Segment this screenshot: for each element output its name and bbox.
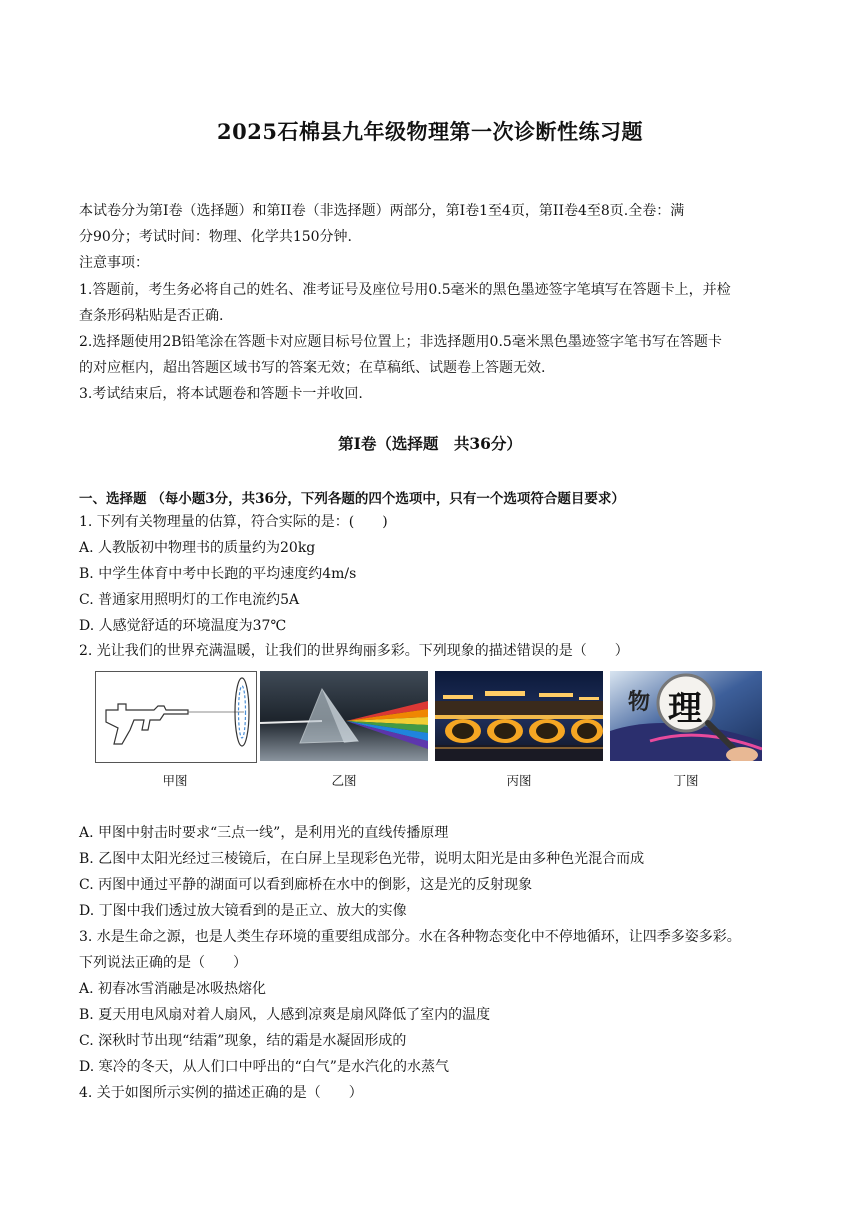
figure-bing-bridge bbox=[435, 671, 603, 761]
question-1-option-d: D. 人感觉舒适的环境温度为37℃ bbox=[79, 618, 287, 634]
question-2-option-b: B. 乙图中太阳光经过三棱镜后，在白屏上呈现彩色光带，说明太阳光是由多种色光混合而成 bbox=[79, 851, 645, 867]
note-2-line-1: 2.选择题使用2B铅笔涂在答题卡对应题目标号位置上；非选择题用0.5毫米黑色墨迹签字笔书写在答题卡 bbox=[79, 334, 722, 350]
notes-title: 注意事项： bbox=[79, 255, 149, 271]
question-3-stem-line-2: 下列说法正确的是（ ） bbox=[79, 955, 247, 971]
intro-line-2: 分90分；考试时间：物理、化学共150分钟. bbox=[79, 229, 352, 245]
question-2-option-d: D. 丁图中我们透过放大镜看到的是正立、放大的实像 bbox=[79, 903, 407, 919]
caption-yi: 乙图 bbox=[331, 773, 357, 788]
section-title: 第I卷（选择题 共36分） bbox=[338, 434, 522, 453]
caption-ding: 丁图 bbox=[673, 773, 699, 788]
note-2-line-2: 的对应框内，超出答题区域书写的答案无效；在草稿纸、试题卷上答题无效. bbox=[79, 360, 546, 376]
section-heading: 一、选择题 （每小题3分，共36分，下列各题的四个选项中，只有一个选项符合题目要求） bbox=[79, 491, 625, 507]
note-1-line-1: 1.答题前，考生务必将自己的姓名、准考证号及座位号用0.5毫米的黑色墨迹签字笔填写在答题卡上，并检 bbox=[79, 282, 731, 298]
question-3-option-d: D. 寒冷的冬天，从人们口中呼出的“白气”是水汽化的水蒸气 bbox=[79, 1059, 449, 1075]
magnifier-char: 理 bbox=[668, 689, 702, 729]
question-1-option-b: B. 中学生体育中考中长跑的平均速度约4m/s bbox=[79, 566, 357, 582]
note-1-line-2: 查条形码粘贴是否正确. bbox=[79, 308, 224, 324]
intro-line-1: 本试卷分为第I卷（选择题）和第II卷（非选择题）两部分，第I卷1至4页，第II卷4至8页.全卷：满 bbox=[79, 203, 685, 219]
question-3-stem-line-1: 3. 水是生命之源，也是人类生存环境的重要组成部分。水在各种物态变化中不停地循环，让四季多姿多彩。 bbox=[79, 929, 741, 945]
question-1-option-c: C. 普通家用照明灯的工作电流约5A bbox=[79, 592, 300, 608]
figure-yi-prism bbox=[260, 671, 428, 761]
question-1-stem: 1. 下列有关物理量的估算，符合实际的是：( ) bbox=[79, 514, 388, 530]
caption-bing: 丙图 bbox=[506, 773, 532, 788]
question-2-option-c: C. 丙图中通过平静的湖面可以看到廊桥在水中的倒影，这是光的反射现象 bbox=[79, 877, 533, 893]
question-1-option-a: A. 人教版初中物理书的质量约为20kg bbox=[79, 540, 316, 556]
question-3-option-b: B. 夏天用电风扇对着人扇风，人感到凉爽是扇风降低了室内的温度 bbox=[79, 1007, 491, 1023]
book-char: 物 bbox=[628, 689, 651, 715]
figure-jia-rifle bbox=[95, 671, 257, 763]
caption-jia: 甲图 bbox=[162, 773, 188, 788]
page-title: 2025石棉县九年级物理第一次诊断性练习题 bbox=[217, 119, 643, 144]
question-4-stem: 4. 关于如图所示实例的描述正确的是（ ） bbox=[79, 1085, 363, 1101]
question-2-stem: 2. 光让我们的世界充满温暖，让我们的世界绚丽多彩。下列现象的描述错误的是（ ） bbox=[79, 643, 629, 659]
question-3-option-c: C. 深秋时节出现“结霜”现象，结的霜是水凝固形成的 bbox=[79, 1033, 407, 1049]
question-2-option-a: A. 甲图中射击时要求“三点一线”，是利用光的直线传播原理 bbox=[79, 825, 449, 841]
note-3: 3.考试结束后，将本试题卷和答题卡一并收回. bbox=[79, 386, 363, 402]
figure-ding-magnifier bbox=[610, 671, 762, 761]
question-3-option-a: A. 初春冰雪消融是冰吸热熔化 bbox=[79, 981, 267, 997]
